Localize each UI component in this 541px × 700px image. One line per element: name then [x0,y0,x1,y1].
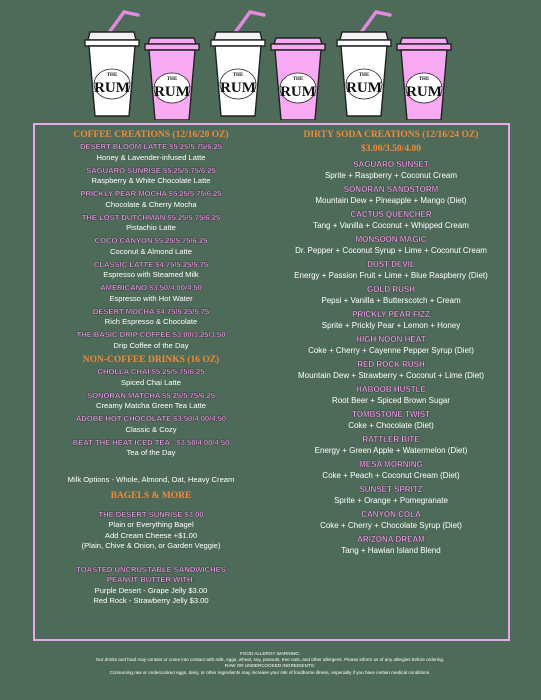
menu-item-name: SAGUARO SUNRISE $5.25/5.75/6.25 [86,165,216,175]
menu-item-description: Chocolate & Cherry Mocha [105,199,197,209]
menu-item-description: Spiced Chai Latte [121,377,181,387]
menu-item-description: Dr. Pepper + Coconut Syrup + Lime + Coconut Cream [295,246,487,255]
logo-name-text: RUM [154,84,190,100]
logo-the-text: THE [166,77,178,82]
menu-item-name: MESA MORNING [359,460,423,469]
menu-item-name: ADOBE HOT CHOCOLATE $3.50/4.00/4.50 [75,414,227,423]
menu-item-description: Honey & Lavender-infused Latte [96,152,206,162]
menu-item-name: SONORAN MATCHA $5.25/5.75/6.25 [87,390,215,400]
menu-item-description: Coconut & Almond Latte [110,246,192,256]
soda-prices: $3.00/3.50/4.00 [361,144,421,154]
menu-item-name: THE LOST DUTCHMAN $5.25/5.75/6.25 [81,212,221,222]
sandwich-line: Purple Desert - Grape Jelly $3.00 [94,585,208,595]
footer-warning-text: Our drinks and food may contain or come into contact with milk, eggs, wheat, soy, peanuts, tree nuts, and other allergens. Please inform us of any allergies before ordering. [95,657,445,663]
menu-item-name: HABOOB HUSTLE [356,385,426,394]
menu-item-description: Sprite + Prickly Pear + Lemon + Honey [321,321,461,330]
allergy-footer [40,651,500,676]
cup-pair-1 [85,12,199,120]
bagel-line: (Plain, Chive & Onion, or Garden Veggie) [81,541,221,550]
logo-the-text: THE [232,73,244,78]
menu-item-name: COCO CANYON $5.25/5.75/6.25 [94,236,208,245]
menu-item-name: RED ROCK RUSH [357,360,425,369]
menu-item-description: Mountain Dew + Pineapple + Mango (Diet) [315,196,467,205]
menu-item-name: SAGUARO SUNSET [353,160,429,169]
menu-item-description: Tang + Vanilla + Coconut + Whipped Cream [313,221,469,230]
logo-name-text: RUM [280,84,316,100]
menu-item-name: PRICKLY PEAR FIZZ [352,310,430,319]
bagels-title: BAGELS & MORE [110,490,192,501]
menu-item-name: BEAT THE HEAT ICED TEA - $3.50/4.00/4.50 [72,437,230,447]
left-column [35,129,267,607]
logo-the-text: THE [106,73,118,78]
menu-item-description: Sprite + Raspberry + Coconut Cream [324,171,458,180]
menu-item-description: Coke + Chocolate (Diet) [348,421,434,430]
logo-name-text: RUM [406,84,442,100]
menu-item-description: Raspberry & White Chocolate Latte [91,176,211,185]
menu-item-description: Energy + Green Apple + Watermelon (Diet) [314,446,468,455]
milk-options: Milk Options - Whole, Almond, Oat, Heavy Cream [67,475,235,484]
cup-pair-2 [211,12,325,120]
white-cup-icon [85,12,139,116]
logo-the-text: THE [358,73,370,78]
menu-item-name: THE BASIC DRIP COFFEE $3.00/3.25/3.50 [76,330,226,339]
menu-item-description: Pepsi + Vanilla + Butterscotch + Cream [321,296,461,305]
coffee-list [35,142,267,351]
menu-item-description: Coke + Cherry + Chocolate Syrup (Diet) [320,521,462,530]
white-cup-icon [211,12,265,116]
logo-name-text: RUM [346,80,382,96]
soda-list [271,159,511,556]
menu-item-description: Pistachio Latte [126,223,176,232]
menu-item-name: DESERT MOCHA $4.75/5.25/5.75 [92,306,210,316]
logo-name-text: RUM [220,80,256,96]
menu-item-name: SONORAN SANDSTORM [343,185,439,194]
menu-item-name: ARIZONA DREAM [357,535,425,544]
menu-item-name: AMERICANO $3.50/4.00/4.50 [100,283,202,292]
menu-item-name: PRICKLY PEAR MOCHA $5.25/5.75/6.25 [80,189,222,198]
cups-header [0,0,541,120]
menu-item-name: SUNSET SPRITZ [359,485,423,494]
menu-item-name: DESERT BLOOM LATTE $5.25/5.75/6.25 [79,142,223,151]
footer-raw-text: Consuming raw or undercooked eggs, dairy, or other ingredients may increase your risk of foodborne illness, especially if you have certain medical conditions. [109,669,431,675]
menu-item-description: Coke + Cherry + Cayenne Pepper Syrup (Diet) [308,346,474,355]
menu-item-name: CACTUS QUENCHER [350,210,432,219]
coffee-title: COFFEE CREATIONS (12/16/20 OZ) [73,130,229,140]
logo-the-text: THE [292,77,304,82]
menu-item-name: CHOLLA CHAI $5.25/5.75/6.25 [97,367,205,376]
non-coffee-title: NON-COFFEE DRINKS (16 OZ) [82,355,220,365]
sandwiches-title: TOASTED UNCRUSTABLE SANDWICHES [76,564,226,574]
footer-warning-title: FOOD ALLERGY WARNING: [240,651,300,656]
bagel-item-name: THE DESERT SUNRISE $3.00 [98,509,204,519]
bagel-line: Add Cream Cheese +$1.00 [104,530,198,540]
menu-item-description: Espresso with Steamed Milk [103,270,199,279]
menu-item-description: Root Beer + Spiced Brown Sugar [331,396,451,405]
white-cup-icon [337,12,391,116]
menu-item-name: CANYON COLA [361,510,421,519]
menu-item-name: RATTLER BITE [362,435,420,444]
menu-item-description: Mountain Dew + Strawberry + Coconut + Lime (Diet) [297,371,485,380]
menu-item-name: MONSOON MAGIC [355,235,427,244]
right-column [271,129,511,559]
menu-item-description: Classic & Cozy [125,424,177,434]
menu-item-name: CLASSIC LATTE $4.75/5.25/5.75 [93,259,209,269]
sandwich-line: Red Rock - Strawberry Jelly $3.00 [93,596,209,605]
menu-item-description: Energy + Passion Fruit + Lime + Blue Raspberry (Diet) [294,271,488,280]
sandwiches-subtitle: PEANUT BUTTER WITH: [106,575,196,584]
menu-item-description: Espresso with Hot Water [109,293,193,303]
menu-item-description: Drip Coffee of the Day [113,340,189,350]
menu-item-description: Coke + Peach + Coconut Cream (Diet) [322,471,460,480]
logo-name-text: RUM [94,80,130,96]
menu-item-description: Tang + Hawian Island Blend [341,546,441,555]
menu-box [33,123,510,641]
menu-item-description: Sprite + Orange + Pomegranate [334,496,448,505]
menu-item-description: Rich Espresso & Chocolate [104,317,198,326]
menu-item-name: DUST DEVIL [367,260,415,269]
non-coffee-list [35,367,267,459]
cup-pair-3 [337,12,451,120]
menu-item-name: GOLD RUSH [367,285,415,294]
menu-item-name: TOMBSTONE TWIST [352,410,430,419]
footer-raw-title: RAW OR UNDERCOOKED INGREDIENTS: [224,663,316,669]
soda-title: DIRTY SODA CREATIONS (12/16/24 OZ) [303,130,479,140]
logo-the-text: THE [418,77,430,82]
menu-item-description: Creamy Matcha Green Tea Latte [95,401,207,410]
menu-item-description: Tea of the Day [126,448,176,457]
bagel-line: Plain or Everything Bagel [108,520,194,529]
menu-item-name: HIGH NOON HEAT [356,335,426,344]
